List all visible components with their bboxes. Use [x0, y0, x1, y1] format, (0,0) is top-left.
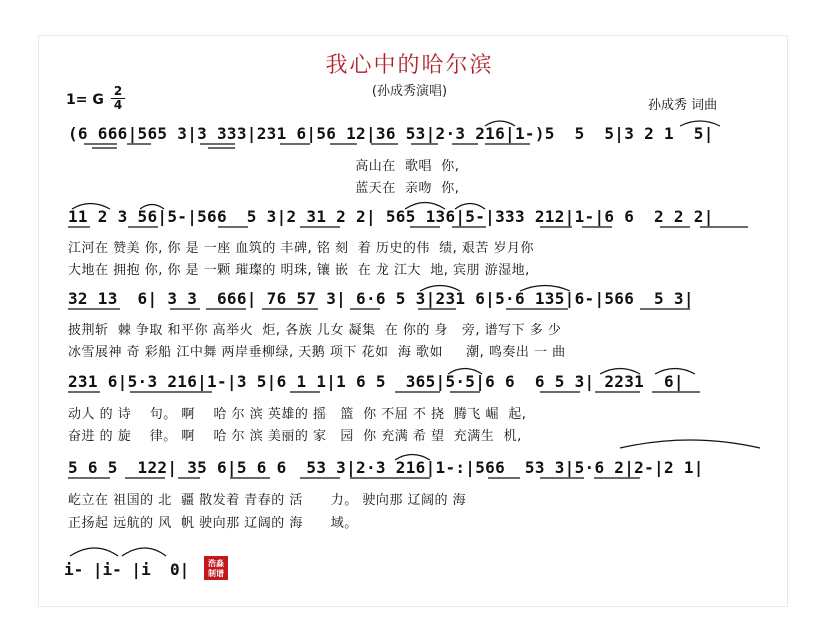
- lyrics-line-1-verse-2: 蓝天在 亲吻 你,: [68, 181, 460, 196]
- composer-credit: 孙成秀 词曲: [648, 98, 718, 113]
- time-signature: [111, 86, 125, 111]
- lyrics-line-2-verse-2: 大地在 拥抱 你, 你 是 一颗 璀璨的 明珠, 镶 嵌 在 龙 江大 地, 宾朋 游湿地,: [68, 263, 530, 278]
- stamp-seal-icon: [205, 557, 227, 579]
- time-signature-top: 2: [113, 84, 123, 98]
- performer-note: (孙成秀演唱): [371, 84, 448, 99]
- notation-line-2: 11 2 3 56|5-|566 5 3|2 31 2 2| 565 136|5-|333 212|1-|6 6 2 2 2|: [68, 207, 714, 226]
- publisher-stamp: [204, 556, 228, 580]
- lyrics-line-2-verse-1: 江河在 赞美 你, 你 是 一座 血筑的 丰碑, 铭 刻 着 历史的伟 绩, 艰苦 岁月你: [68, 241, 535, 256]
- song-title: 我心中的哈尔滨: [325, 53, 494, 78]
- notation-line-3: 32 13 6| 3 3 666| 76 57 3| 6·6 5 3|231 6|5·6 135|6-|566 5 3|: [68, 289, 694, 308]
- lyrics-line-3-verse-1: 披荆斩 棘 争取 和平你 高举火 炬, 各族 儿女 凝集 在 你的 身 旁, 谱写下 多 少: [68, 323, 562, 338]
- lyrics-line-4-verse-2: 奋进 的 旋 律。 啊 哈 尔 滨 美丽的 家 园 你 充满 希 望 充满生 机,: [68, 429, 522, 444]
- notation-ending: i- |i- |i 0|: [64, 560, 190, 579]
- notation-line-5: 5 6 5 122| 35 6|5 6 6 53 3|2·3 216|1-:|566 53 3|5·6 2|2-|2 1|: [68, 458, 704, 477]
- svg-text:制谱: 制谱: [208, 569, 224, 578]
- lyrics-line-3-verse-2: 冰雪展神 奇 彩船 江中舞 两岸垂柳绿, 天鹅 项下 花如 海 歌如 潮, 鸣奏出 一 曲: [68, 345, 566, 360]
- lyrics-line-1-verse-1: 高山在 歌唱 你,: [68, 159, 460, 174]
- lyrics-line-5-verse-1: 屹立在 祖国的 北 疆 散发着 青春的 活 力。 驶向那 辽阔的 海: [68, 493, 467, 508]
- notation-line-1: (6 666|565 3|3 333|231 6|56 12|36 53|2·3 216|1-)5 5 5|3 2 1 5|: [68, 124, 714, 143]
- notation-line-4: 231 6|5·3 216|1-|3 5|6 1 1|1 6 5 365|5·5|6 6 6 5 3| 2231 6|: [68, 372, 684, 391]
- lyrics-line-4-verse-1: 动人 的 诗 句。 啊 哈 尔 滨 英雄的 摇 篮 你 不屈 不 挠 腾飞 崛 起,: [68, 407, 527, 422]
- time-signature-bottom: 4: [113, 98, 123, 112]
- key-signature: 1= G: [66, 92, 104, 108]
- svg-text:浩淼: 浩淼: [208, 559, 224, 568]
- lyrics-line-5-verse-2: 正扬起 远航的 风 帆 驶向那 辽阔的 海 域。: [68, 516, 358, 531]
